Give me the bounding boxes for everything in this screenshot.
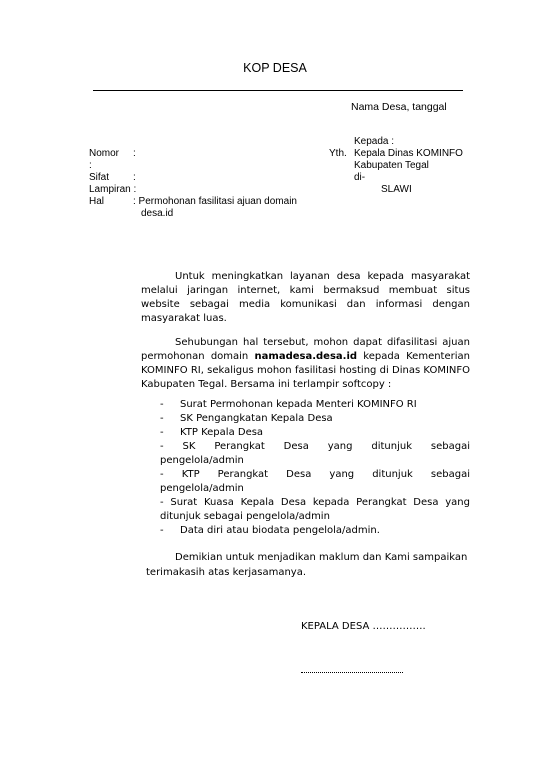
hal-value: : Permohonan fasilitasi ajuan domain (133, 196, 297, 207)
list-item: - Data diri atau biodata pengelola/admin. (160, 525, 380, 536)
recipient-di: di- (354, 172, 366, 183)
list-item: - SK Perangkat Desa yang ditunjuk sebagai (160, 441, 470, 452)
list-item: - KTP Perangkat Desa yang ditunjuk sebagai (160, 469, 470, 480)
signature-line (301, 672, 403, 673)
sifat-label: Sifat (89, 172, 110, 183)
nomor-label: Nomor (89, 148, 120, 159)
signature-title: KEPALA DESA ……………. (301, 621, 426, 632)
list-item-continuation: pengelola/admin (160, 483, 244, 494)
hal-value-continuation: desa.id (141, 208, 174, 219)
body-paragraph-1: Untuk meningkatkan layanan desa kepada masyarakat melalui jaringan internet, kami bermaksud membuat situs website sebagai media komunikasi dan informasi dengan masyarakat luas. (141, 271, 470, 324)
list-item: - SK Pengangkatan Kepala Desa (160, 413, 333, 424)
list-item-continuation: ditunjuk sebagai pengelola/admin (160, 511, 330, 522)
sifat-colon: : (133, 172, 136, 183)
closing-line-1: Demikian untuk menjadikan maklum dan Kami sampaikan (175, 552, 468, 563)
recipient-city: SLAWI (381, 184, 412, 195)
recipient-yth: Yth. (329, 148, 347, 159)
closing-line-2: terimakasih atas kerjasamanya. (146, 567, 307, 578)
body-paragraph-2: Sehubungan hal tersebut, mohon dapat difasilitasi ajuan permohonan domain namadesa.desa.id kepada Kementerian KOMINFO RI, sekaligus mohon fasilitasi hosting di Dinas KOMINFO Kabupaten Tegal. Bersama ini terlampir softcopy : (141, 337, 470, 390)
nomor-colon: : (133, 148, 136, 159)
date-line: Nama Desa, tanggal (351, 101, 447, 113)
hal-label: Hal (89, 196, 105, 207)
list-item: - Surat Permohonan kepada Menteri KOMINFO RI (160, 399, 417, 410)
domain-name: namadesa.desa.id (254, 351, 358, 362)
list-item: - KTP Kepala Desa (160, 427, 264, 438)
recipient-kepada: Kepada : (354, 136, 395, 147)
list-item: - Surat Kuasa Kepala Desa kepada Perangkat Desa yang (160, 497, 470, 508)
recipient-line1: Kepala Dinas KOMINFO (354, 148, 463, 159)
nomor-continuation: : (89, 160, 92, 171)
letterhead-divider (93, 90, 463, 91)
attachment-list (160, 398, 470, 538)
recipient-line2: Kabupaten Tegal (354, 160, 429, 171)
lampiran-label: Lampiran : (89, 184, 137, 195)
letterhead-title: KOP DESA (243, 61, 307, 75)
list-item-continuation: pengelola/admin (160, 455, 244, 466)
